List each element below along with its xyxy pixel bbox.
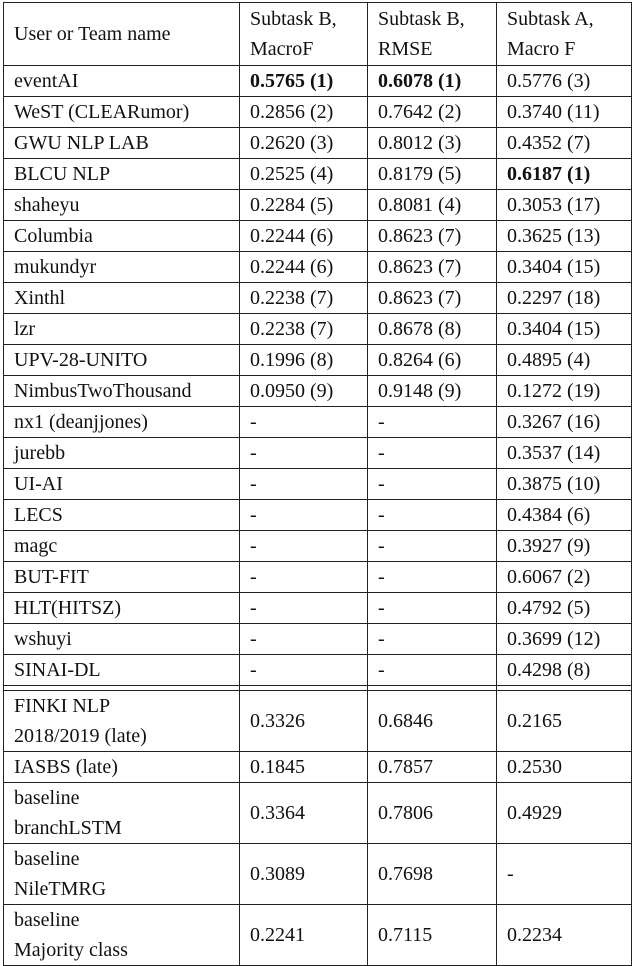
- header-subtask-b-rmse-line2: RMSE: [378, 38, 433, 60]
- table-row: [4, 469, 632, 500]
- team-name-cell: [4, 752, 240, 783]
- table-row: [4, 500, 632, 531]
- team-name-line: NileTMRG: [14, 878, 107, 900]
- subtask-b-rmse-cell: -: [368, 562, 497, 593]
- team-name-cell: HLT(HITSZ): [4, 593, 240, 624]
- subtask-b-macrof-cell: 0.2238 (7): [240, 283, 368, 314]
- subtask-a-macrof-cell: 0.3927 (9): [497, 531, 632, 562]
- table-row: [4, 314, 632, 345]
- header-team: User or Team name: [4, 3, 240, 66]
- header-subtask-b-macrof-line1: Subtask B,: [250, 8, 337, 30]
- table-row: [4, 691, 632, 752]
- subtask-a-macrof-cell: 0.3875 (10): [497, 469, 632, 500]
- table-row: [4, 531, 632, 562]
- subtask-b-rmse-cell: 0.8623 (7): [368, 252, 497, 283]
- table-row: [4, 283, 632, 314]
- subtask-a-macrof-cell: 0.3053 (17): [497, 190, 632, 221]
- subtask-b-macrof-cell: 0.2244 (6): [240, 252, 368, 283]
- table-row: [4, 97, 632, 128]
- subtask-b-rmse-cell: -: [368, 469, 497, 500]
- table-row: [4, 905, 632, 966]
- subtask-b-macrof-cell: 0.0950 (9): [240, 376, 368, 407]
- table-row: [4, 593, 632, 624]
- subtask-b-rmse-cell: 0.8179 (5): [368, 159, 497, 190]
- header-subtask-b-rmse: [368, 3, 497, 66]
- subtask-b-macrof-cell: -: [240, 531, 368, 562]
- subtask-b-rmse-cell: -: [368, 500, 497, 531]
- team-name-line: branchLSTM: [14, 817, 122, 839]
- table-row: [4, 752, 632, 783]
- table-row: [4, 190, 632, 221]
- subtask-b-macrof-cell: -: [240, 469, 368, 500]
- subtask-a-macrof-cell: 0.3404 (15): [497, 314, 632, 345]
- team-name-line: baseline: [14, 848, 80, 870]
- subtask-a-macrof-cell: 0.4929: [497, 783, 632, 844]
- team-name-line: Majority class: [14, 939, 128, 961]
- team-name-cell: LECS: [4, 500, 240, 531]
- team-name-cell: mukundyr: [4, 252, 240, 283]
- subtask-b-macrof-cell: 0.2856 (2): [240, 97, 368, 128]
- subtask-b-rmse-cell: 0.7806: [368, 783, 497, 844]
- team-name-cell: magc: [4, 531, 240, 562]
- team-name-cell: BLCU NLP: [4, 159, 240, 190]
- team-name-cell: SINAI-DL: [4, 655, 240, 686]
- subtask-b-rmse-cell: -: [368, 655, 497, 686]
- subtask-b-macrof-cell: 0.2244 (6): [240, 221, 368, 252]
- team-name-line: baseline: [14, 787, 80, 809]
- team-name-cell: Columbia: [4, 221, 240, 252]
- subtask-a-macrof-cell: 0.3625 (13): [497, 221, 632, 252]
- table-row: [4, 783, 632, 844]
- subtask-b-rmse-cell: 0.8081 (4): [368, 190, 497, 221]
- results-table: [3, 2, 632, 966]
- subtask-b-macrof-cell: 0.3089: [240, 844, 368, 905]
- table-row: [4, 844, 632, 905]
- results-table-container: [3, 2, 631, 966]
- subtask-a-macrof-cell: 0.4895 (4): [497, 345, 632, 376]
- subtask-b-rmse-cell: -: [368, 531, 497, 562]
- table-row: [4, 128, 632, 159]
- table-row: [4, 66, 632, 97]
- team-name-cell: shaheyu: [4, 190, 240, 221]
- subtask-a-macrof-cell: 0.3267 (16): [497, 407, 632, 438]
- subtask-b-macrof-cell: -: [240, 438, 368, 469]
- table-row: [4, 159, 632, 190]
- team-name-cell: UI-AI: [4, 469, 240, 500]
- team-name-cell: UPV-28-UNITO: [4, 345, 240, 376]
- team-name-cell: nx1 (deanjjones): [4, 407, 240, 438]
- subtask-b-macrof-cell: -: [240, 624, 368, 655]
- team-name-cell: eventAI: [4, 66, 240, 97]
- header-row: [4, 3, 632, 66]
- team-name-line: IASBS (late): [14, 756, 118, 778]
- subtask-a-macrof-cell: 0.5776 (3): [497, 66, 632, 97]
- header-subtask-b-macrof: [240, 3, 368, 66]
- subtask-a-macrof-cell: 0.4298 (8): [497, 655, 632, 686]
- subtask-b-rmse-cell: 0.7698: [368, 844, 497, 905]
- subtask-a-macrof-cell: 0.4352 (7): [497, 128, 632, 159]
- header-subtask-a-macrof-line1: Subtask A,: [507, 8, 594, 30]
- subtask-a-macrof-cell: 0.3740 (11): [497, 97, 632, 128]
- team-name-cell: GWU NLP LAB: [4, 128, 240, 159]
- team-name-cell: [4, 783, 240, 844]
- table-row: [4, 562, 632, 593]
- table-row: [4, 221, 632, 252]
- subtask-a-macrof-cell: 0.6187 (1): [497, 159, 632, 190]
- subtask-a-macrof-cell: 0.3699 (12): [497, 624, 632, 655]
- table-row: [4, 345, 632, 376]
- subtask-a-macrof-cell: 0.4792 (5): [497, 593, 632, 624]
- subtask-b-rmse-cell: 0.6078 (1): [368, 66, 497, 97]
- team-name-cell: jurebb: [4, 438, 240, 469]
- subtask-b-macrof-cell: 0.2238 (7): [240, 314, 368, 345]
- header-subtask-a-macrof: [497, 3, 632, 66]
- table-row: [4, 655, 632, 686]
- team-name-line: FINKI NLP: [14, 695, 111, 717]
- subtask-b-rmse-cell: 0.6846: [368, 691, 497, 752]
- subtask-b-macrof-cell: 0.1845: [240, 752, 368, 783]
- subtask-b-rmse-cell: 0.8264 (6): [368, 345, 497, 376]
- subtask-b-macrof-cell: 0.3364: [240, 783, 368, 844]
- team-name-cell: Xinthl: [4, 283, 240, 314]
- subtask-a-macrof-cell: 0.2165: [497, 691, 632, 752]
- subtask-b-rmse-cell: 0.7115: [368, 905, 497, 966]
- subtask-a-macrof-cell: 0.2297 (18): [497, 283, 632, 314]
- subtask-b-macrof-cell: 0.5765 (1): [240, 66, 368, 97]
- team-name-cell: NimbusTwoThousand: [4, 376, 240, 407]
- team-name-line: 2018/2019 (late): [14, 725, 147, 747]
- table-row: [4, 252, 632, 283]
- subtask-a-macrof-cell: 0.2530: [497, 752, 632, 783]
- subtask-a-macrof-cell: -: [497, 844, 632, 905]
- table-row: [4, 376, 632, 407]
- header-subtask-b-rmse-line1: Subtask B,: [378, 8, 465, 30]
- table-row: [4, 438, 632, 469]
- subtask-a-macrof-cell: 0.2234: [497, 905, 632, 966]
- team-name-cell: [4, 844, 240, 905]
- subtask-a-macrof-cell: 0.1272 (19): [497, 376, 632, 407]
- subtask-b-rmse-cell: -: [368, 624, 497, 655]
- subtask-b-macrof-cell: 0.2284 (5): [240, 190, 368, 221]
- subtask-b-macrof-cell: -: [240, 562, 368, 593]
- subtask-b-rmse-cell: 0.8623 (7): [368, 283, 497, 314]
- subtask-b-rmse-cell: -: [368, 593, 497, 624]
- subtask-b-macrof-cell: -: [240, 407, 368, 438]
- subtask-b-rmse-cell: 0.7642 (2): [368, 97, 497, 128]
- team-name-cell: BUT-FIT: [4, 562, 240, 593]
- subtask-b-macrof-cell: -: [240, 500, 368, 531]
- subtask-b-rmse-cell: 0.8623 (7): [368, 221, 497, 252]
- table-row: [4, 407, 632, 438]
- subtask-b-rmse-cell: -: [368, 407, 497, 438]
- team-name-cell: lzr: [4, 314, 240, 345]
- subtask-b-rmse-cell: -: [368, 438, 497, 469]
- team-name-cell: WeST (CLEARumor): [4, 97, 240, 128]
- subtask-b-macrof-cell: -: [240, 655, 368, 686]
- subtask-a-macrof-cell: 0.3537 (14): [497, 438, 632, 469]
- subtask-b-macrof-cell: 0.2620 (3): [240, 128, 368, 159]
- team-name-cell: [4, 691, 240, 752]
- subtask-a-macrof-cell: 0.4384 (6): [497, 500, 632, 531]
- subtask-b-macrof-cell: 0.2525 (4): [240, 159, 368, 190]
- team-name-cell: wshuyi: [4, 624, 240, 655]
- subtask-a-macrof-cell: 0.3404 (15): [497, 252, 632, 283]
- subtask-b-rmse-cell: 0.8012 (3): [368, 128, 497, 159]
- subtask-b-rmse-cell: 0.7857: [368, 752, 497, 783]
- subtask-b-macrof-cell: 0.2241: [240, 905, 368, 966]
- subtask-b-macrof-cell: -: [240, 593, 368, 624]
- table-row: [4, 624, 632, 655]
- subtask-b-macrof-cell: 0.1996 (8): [240, 345, 368, 376]
- subtask-b-rmse-cell: 0.9148 (9): [368, 376, 497, 407]
- header-subtask-a-macrof-line2: Macro F: [507, 38, 576, 60]
- team-name-line: baseline: [14, 909, 80, 931]
- subtask-a-macrof-cell: 0.6067 (2): [497, 562, 632, 593]
- header-subtask-b-macrof-line2: MacroF: [250, 38, 314, 60]
- subtask-b-rmse-cell: 0.8678 (8): [368, 314, 497, 345]
- team-name-cell: [4, 905, 240, 966]
- subtask-b-macrof-cell: 0.3326: [240, 691, 368, 752]
